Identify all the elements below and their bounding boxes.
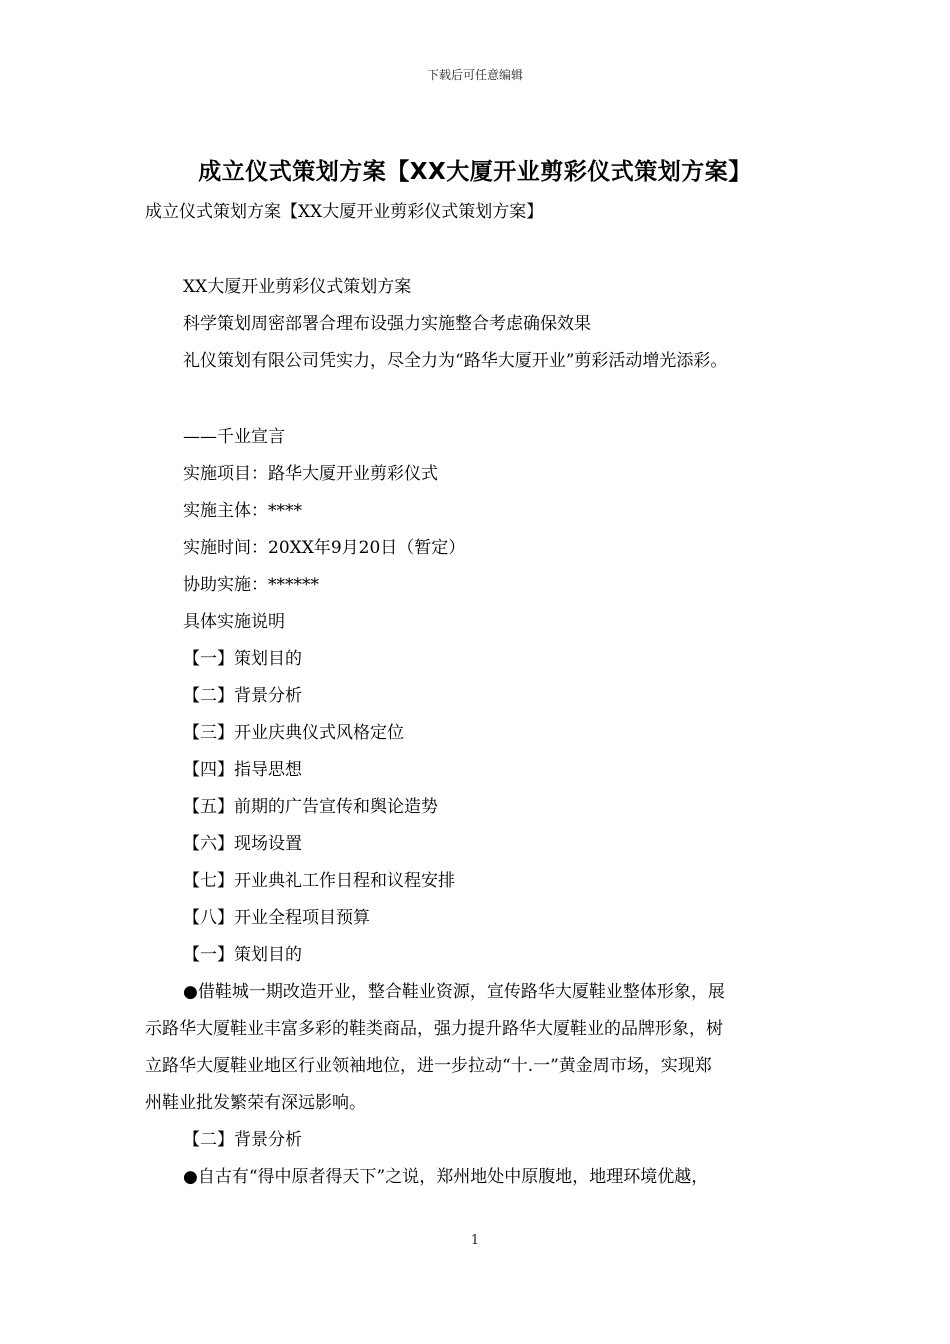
paragraph-1-line-2: 示路华大厦鞋业丰富多彩的鞋类商品，强力提升路华大厦鞋业的品牌形象，树 <box>145 1019 723 1039</box>
paragraph-1-line-4: 州鞋业批发繁荣有深远影响。 <box>145 1093 366 1113</box>
line-subject: 实施主体：**** <box>183 501 302 521</box>
section-heading-2: 【二】背景分析 <box>183 1130 302 1150</box>
line-company-statement: 礼仪策划有限公司凭实力，尽全力为“路华大厦开业”剪彩活动增光添彩。 <box>183 351 728 371</box>
toc-item-4: 【四】指导思想 <box>183 760 302 780</box>
line-slogan: 科学策划周密部署合理布设强力实施整合考虑确保效果 <box>183 314 591 334</box>
section-heading-1: 【一】策划目的 <box>183 945 302 965</box>
toc-item-1: 【一】策划目的 <box>183 649 302 669</box>
page-header: 下载后可任意编辑 <box>426 68 523 82</box>
toc-item-8: 【八】开业全程项目预算 <box>183 908 370 928</box>
line-details-heading: 具体实施说明 <box>183 612 285 632</box>
line-declaration: ——千业宣言 <box>183 427 285 447</box>
paragraph-1-line-3: 立路华大厦鞋业地区行业领袖地位，进一步拉动“十.一”黄金周市场，实现郑 <box>145 1056 712 1076</box>
toc-item-2: 【二】背景分析 <box>183 686 302 706</box>
toc-item-3: 【三】开业庆典仪式风格定位 <box>183 723 404 743</box>
paragraph-2-line-1: ●自古有“得中原者得天下”之说，郑州地处中原腹地，地理环境优越， <box>183 1167 709 1187</box>
paragraph-1-line-1: ●借鞋城一期改造开业，整合鞋业资源，宣传路华大厦鞋业整体形象，展 <box>183 982 725 1002</box>
toc-item-6: 【六】现场设置 <box>183 834 302 854</box>
line-project: 实施项目：路华大厦开业剪彩仪式 <box>183 464 438 484</box>
toc-item-5: 【五】前期的广告宣传和舆论造势 <box>183 797 438 817</box>
document-title: 成立仪式策划方案【XX大厦开业剪彩仪式策划方案】 <box>198 159 752 185</box>
document-subtitle: 成立仪式策划方案【XX大厦开业剪彩仪式策划方案】 <box>145 202 544 222</box>
toc-item-7: 【七】开业典礼工作日程和议程安排 <box>183 871 455 891</box>
line-assist: 协助实施：****** <box>183 575 319 595</box>
line-plan-name: XX大厦开业剪彩仪式策划方案 <box>183 277 412 297</box>
line-time: 实施时间：20XX年9月20日（暂定） <box>183 538 466 558</box>
page-number: 1 <box>470 1233 480 1248</box>
